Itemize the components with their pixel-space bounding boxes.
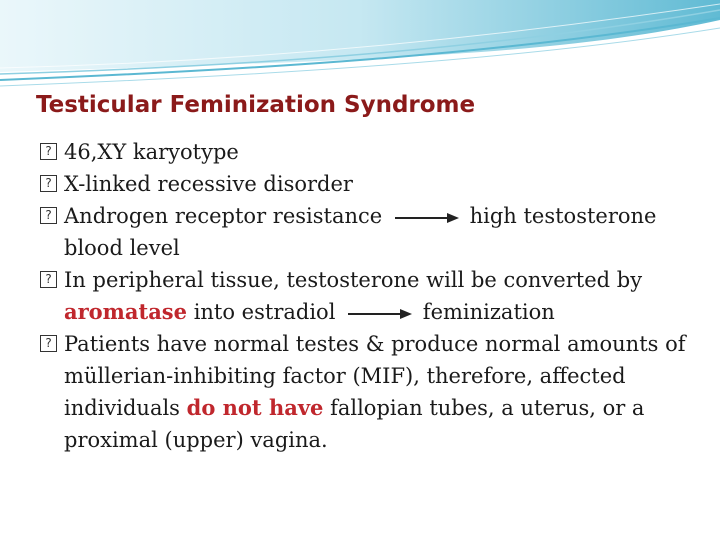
bullet-marker: ? [40, 271, 57, 288]
bullet-text: Androgen receptor resistance [64, 204, 383, 228]
emphasis-text: do not have [186, 395, 324, 420]
bullet-marker: ? [40, 175, 57, 192]
list-item [40, 136, 700, 168]
slide-title: Testicular Feminization Syndrome [36, 92, 476, 118]
bullet-text: fallopian tubes, a uterus, or a proximal (upper) vagina. [64, 396, 645, 452]
list-item [40, 328, 700, 456]
bullet-marker: ? [40, 335, 57, 352]
bullet-marker: ? [40, 143, 57, 160]
right-arrow-icon [391, 211, 461, 225]
right-arrow-icon [344, 307, 414, 321]
bullet-text: X-linked recessive disorder [64, 172, 353, 196]
bullet-text: high testosterone blood level [64, 204, 657, 260]
bullet-text: Patients have normal testes & produce normal amounts of müllerian-inhibiting factor (MIF), therefore, affected individuals [64, 332, 686, 420]
emphasis-text: aromatase [64, 299, 187, 324]
bullet-text: 46,XY karyotype [64, 140, 239, 164]
bullet-text: feminization [422, 300, 555, 324]
header-wave-decoration [0, 0, 720, 100]
bullet-list [40, 136, 700, 456]
bullet-text: In peripheral tissue, testosterone will be converted by [64, 268, 643, 292]
list-item [40, 264, 700, 328]
bullet-marker: ? [40, 207, 57, 224]
bullet-text: into estradiol [193, 300, 336, 324]
list-item [40, 168, 700, 200]
list-item [40, 200, 700, 264]
